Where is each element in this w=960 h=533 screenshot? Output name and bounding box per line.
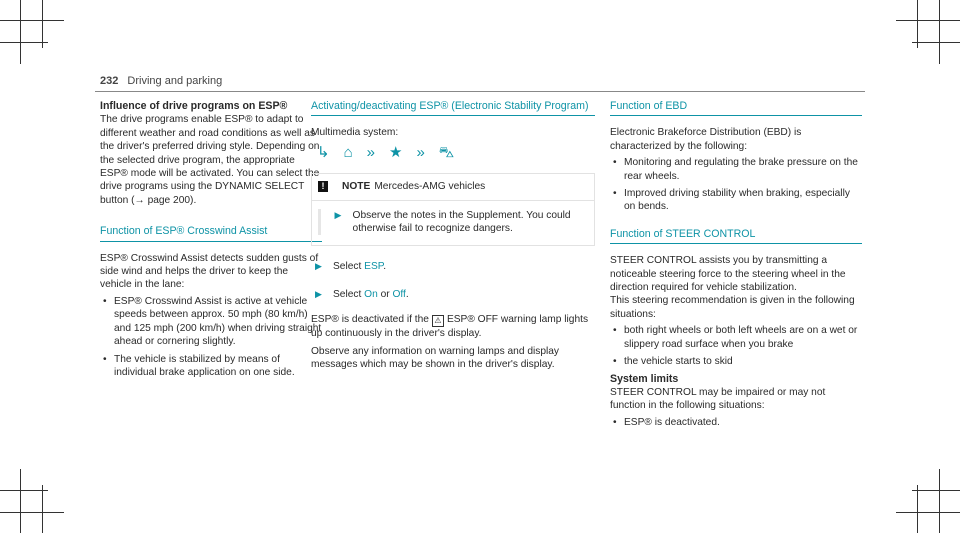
crop-mark [917,485,918,533]
observe-text: Observe any information on warning lamps and display messages which may be shown in the driver's display. [311,345,560,371]
note-header [312,174,594,200]
heading-activating-esp: Activating/deactivating ESP® (Electronic Stability Program) [311,100,595,116]
step-arrow-icon: ▶ [315,261,322,272]
step-text: or [377,288,393,300]
section-title: Driving and parking [127,75,223,87]
steer-list [610,324,862,368]
crosswind-text: ESP® Crosswind Assist detects sudden gusts of side wind and helps the driver to keep the vehicle in the lane: [100,252,319,291]
page-header [100,75,222,87]
step-arrow-icon: ▶ [334,209,342,220]
off-option: Off [392,288,406,300]
heading-influence: Influence of drive programs on ESP® [100,100,288,112]
crop-mark [0,20,64,21]
list-item: • Improved driving stability when braking, especially on bends. [610,187,862,214]
crop-mark [939,469,940,533]
list-item: • Monitoring and regulating the brake pressure on the rear wheels. [610,156,862,183]
step-select-on-off [311,288,595,301]
column-middle [311,100,595,371]
crop-mark [20,469,21,533]
enter-arrow-icon: ↳ [317,143,330,161]
influence-text: The drive programs enable ESP® to adapt to different weather and road conditions as well as the driver's preferred driving style. Depending on the selected drive program, the appropriate ESP® mode will be activated. You can select the drive programs using the DYNAMIC SELECT button (→ page 200). [100,114,320,206]
heading-system-limits: System limits [610,372,679,385]
limits-list [610,416,862,429]
step-arrow-icon: ▶ [315,288,322,299]
car-icon: ⛍ [438,143,455,161]
skid-car-icon: ⚠ [432,315,444,327]
crop-mark [0,42,48,43]
steer-text-1: STEER CONTROL assists you by transmitting a noticeable steering force to the steering wheel in the direction required for vehicle stabilization. [610,255,846,294]
forward-icon: » [416,143,425,161]
home-icon: ⌂ [343,143,353,161]
crop-mark [42,485,43,533]
ebd-list [610,156,862,214]
text-part: ESP® OFF warning lamp lights up continuously in the driver's display. [311,314,589,340]
crosswind-list [100,295,322,379]
star-icon: ★ [388,143,403,161]
menu-path [317,143,595,161]
ebd-text: Electronic Brakeforce Distribution (EBD) is characterized by the following: [610,127,802,152]
list-item: • The vehicle is stabilized by means of individual brake application on one side. [100,353,322,380]
step-text: Select [333,288,365,300]
page-number: 232 [100,75,119,87]
column-right [610,100,862,433]
step-text: . [383,261,387,273]
column-left [100,100,322,383]
note-title: NOTE [342,181,371,193]
crop-mark [0,490,48,491]
list-item: • both right wheels or both left wheels are on a wet or slippery road surface when you brake [610,324,862,351]
multimedia-system-label: Multimedia system: [311,127,399,139]
header-rule [95,91,865,92]
step-text: Select [333,261,365,273]
crop-mark [917,0,918,48]
note-box [311,173,595,246]
crop-mark [0,512,64,513]
exclamation-icon: ! [318,181,328,192]
limits-text: STEER CONTROL may be impaired or may not function in the following situations: [610,386,826,412]
heading-steer-control: Function of STEER CONTROL [610,228,862,244]
list-item: • ESP® Crosswind Assist is active at vehicle speeds between approx. 50 mph (80 km/h) and 125 mph (200 km/h) when driving straight ahead or cornering slightly. [100,295,322,349]
list-item: • the vehicle starts to skid [610,355,862,368]
note-subtitle: Mercedes-AMG vehicles [374,181,486,193]
step-select-esp [311,260,595,273]
forward-icon: » [366,143,375,161]
on-option: On [364,288,378,300]
crop-mark [42,0,43,48]
esp-deactivated-text [311,313,595,340]
crop-mark [912,490,960,491]
crop-mark [896,512,960,513]
crop-mark [912,42,960,43]
list-item: • ESP® is deactivated. [610,416,862,429]
crop-mark [20,0,21,64]
crop-mark [896,20,960,21]
esp-menu-item: ESP [364,261,384,273]
step-text: . [405,288,409,300]
crop-mark [939,0,940,64]
note-text: Observe the notes in the Supplement. You could otherwise fail to recognize dangers. [352,209,571,235]
heading-crosswind: Function of ESP® Crosswind Assist [100,225,322,241]
note-bar [318,209,321,236]
note-body [312,201,594,246]
steer-text-2: This steering recommendation is given in the following situations: [610,295,855,320]
text-part: ESP® is deactivated if the [311,314,429,326]
heading-ebd: Function of EBD [610,100,862,116]
